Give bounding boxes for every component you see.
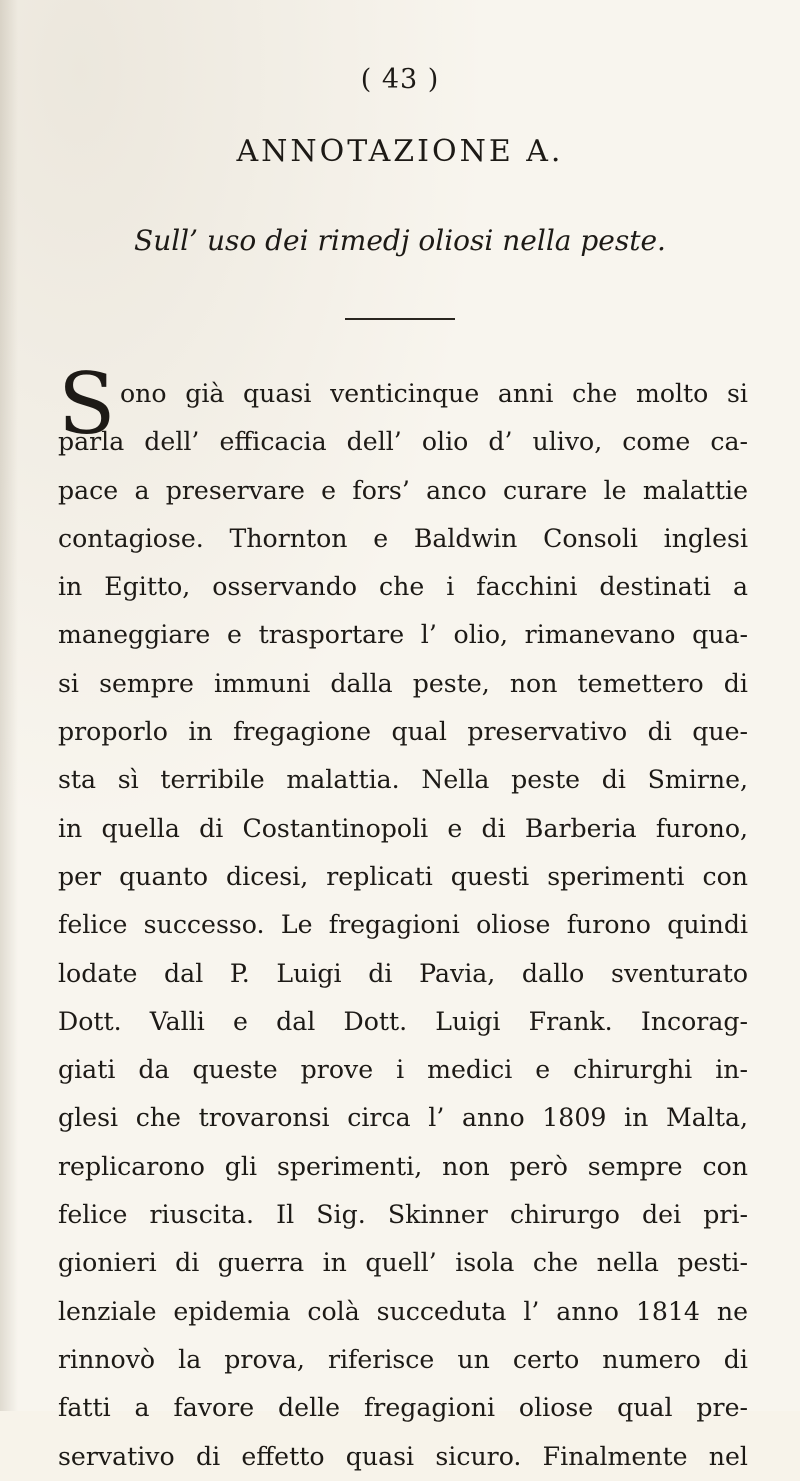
text-line: glesi che trovaronsi circa l’ anno 1809 in Malta, [58,1103,748,1133]
text-line: lenziale epidemia colà succeduta l’ anno 1814 ne [58,1296,748,1326]
section-title: ANNOTAZIONE A. [236,134,564,169]
text-line: felice successo. Le fregagioni oliose furono quindi [58,910,748,940]
text-line: per quanto dicesi, replicati questi sperimenti con [58,861,748,891]
text-line: servativo di effetto quasi sicuro. Finalmente nel [58,1441,748,1471]
subtitle: Sull’ uso dei rimedj oliosi nella peste. [134,224,666,257]
text-line: gionieri di guerra in quell’ isola che nella pesti- [58,1248,748,1278]
text-line: proporlo in fregagione qual preservativo di que- [58,717,748,747]
text-line: parla dell’ efficacia dell’ olio d’ ulivo, come ca- [58,427,748,457]
text-line: in quella di Costantinopoli e di Barberia furono, [58,813,748,843]
text-line: giati da queste prove i medici e chirurghi in- [58,1055,748,1085]
section-divider [345,318,455,320]
text-line: Dott. Valli e dal Dott. Luigi Frank. Incorag- [58,1006,748,1036]
text-line: replicarono gli sperimenti, non però sempre con [58,1151,748,1181]
drop-cap: S [58,355,116,453]
text-line-1: ono già quasi venticinque anni che molto si [120,379,748,408]
text-line: maneggiare e trasportare l’ olio, rimanevano qua- [58,620,748,650]
binding-shadow [0,0,18,1411]
page-number: ( 43 ) [360,64,440,95]
text-line: si sempre immuni dalla peste, non temettero di [58,668,748,698]
text-line: contagiose. Thornton e Baldwin Consoli inglesi [58,523,748,553]
body-text [58,355,748,1481]
text-line: pace a preservare e fors’ anco curare le malattie [58,475,748,505]
text-line: felice riuscita. Il Sig. Skinner chirurgo dei pri- [58,1200,748,1230]
text-line: lodate dal P. Luigi di Pavia, dallo sventurato [58,958,748,988]
text-line: sta sì terribile malattia. Nella peste di Smirne, [58,765,748,795]
text-line: in Egitto, osservando che i facchini destinati a [58,572,748,602]
text-line: fatti a favore delle fregagioni oliose qual pre- [58,1393,748,1423]
text-line: rinnovò la prova, riferisce un certo numero di [58,1344,748,1374]
